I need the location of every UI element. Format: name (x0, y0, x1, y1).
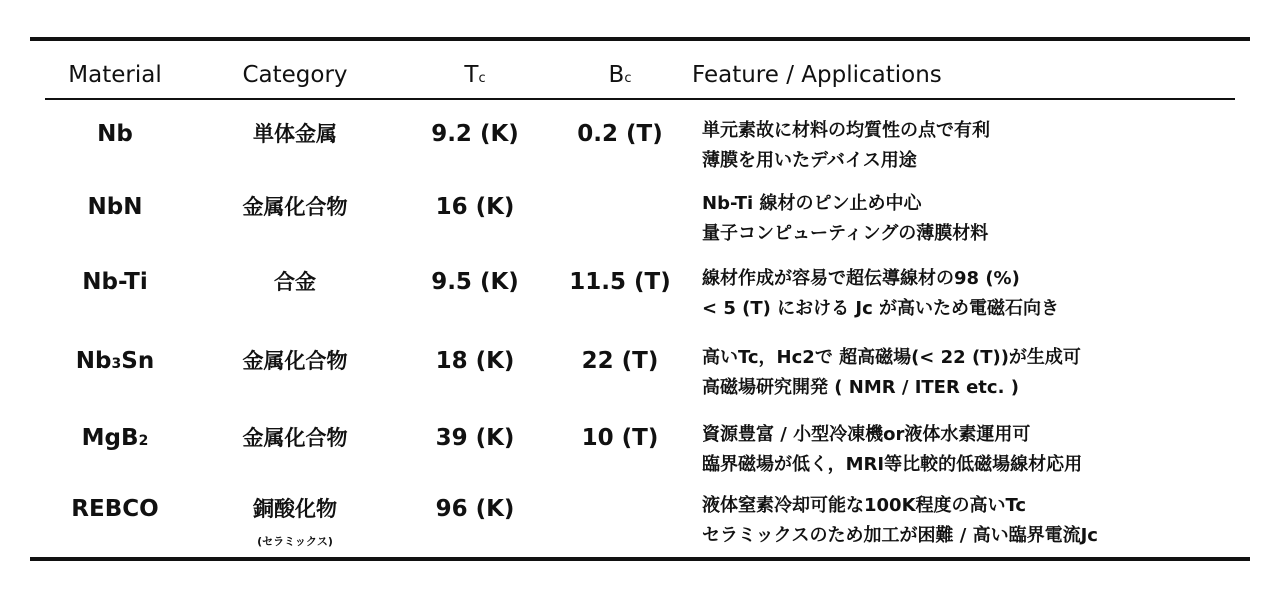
bc-cell: 0.2 (T) (577, 121, 663, 147)
feature-line: 単元素故に材料の均質性の点で有利 (702, 120, 990, 141)
bc-cell: 22 (T) (581, 348, 659, 374)
category-note: (セラミックス) (257, 535, 333, 548)
header-bc (545, 64, 695, 87)
header-feature: Feature / Applications (692, 62, 942, 88)
material-name: Nb (97, 121, 133, 147)
feature-line: セラミックスのため加工が困難 / 高い臨界電流Jc (702, 525, 1098, 546)
tc-cell: 39 (K) (435, 425, 515, 451)
category-cell: 金属化合物 (242, 195, 348, 219)
material-name-tail: Sn (121, 348, 155, 374)
feature-cell (702, 420, 1082, 480)
feature-line: 線材作成が容易で超伝導線材の98 (%) (702, 268, 1020, 289)
feature-cell (702, 189, 988, 249)
category-cell: 単体金属 (253, 122, 337, 146)
material-cell (50, 498, 180, 521)
material-cell (50, 123, 180, 146)
table-bottom-rule (30, 557, 1250, 561)
table-top-rule (30, 37, 1250, 41)
material-cell (50, 271, 180, 294)
category-cell: 金属化合物 (242, 349, 348, 373)
header-material: Material (68, 62, 162, 88)
material-name: MgB (81, 425, 139, 451)
material-name: REBCO (71, 496, 159, 522)
tc-cell: 96 (K) (435, 496, 515, 522)
feature-line: 高磁場研究開発 ( NMR / ITER etc. ) (702, 377, 1019, 398)
header-bc-sub: c (624, 71, 632, 86)
feature-line: 資源豊富 / 小型冷凍機or液体水素運用可 (702, 424, 1031, 445)
category-cell: 銅酸化物 (253, 497, 337, 521)
feature-line: 量子コンピューティングの薄膜材料 (702, 223, 989, 244)
tc-cell: 16 (K) (435, 194, 515, 220)
bc-cell: 11.5 (T) (569, 269, 671, 295)
header-tc-main: T (464, 62, 479, 88)
material-name: Nb (75, 348, 112, 374)
category-cell: 合金 (274, 270, 316, 294)
tc-cell: 18 (K) (435, 348, 515, 374)
material-name: NbN (87, 194, 143, 220)
material-name: Nb-Ti (82, 269, 148, 295)
material-cell (50, 350, 180, 373)
feature-cell (702, 264, 1059, 324)
tc-cell: 9.5 (K) (431, 269, 519, 295)
category-cell: 金属化合物 (242, 426, 348, 450)
feature-line: Nb-Ti 線材のピン止め中心 (702, 193, 922, 214)
feature-line: < 5 (T) における Jc が高いため電磁石向き (702, 298, 1060, 319)
feature-line: 高いTc，Hc2で 超高磁場(< 22 (T))が生成可 (702, 347, 1081, 368)
feature-cell (702, 343, 1081, 403)
feature-cell (702, 116, 990, 176)
material-subscript: 3 (111, 356, 122, 372)
header-category: Category (242, 62, 348, 88)
material-cell (50, 196, 180, 219)
header-bc-main: B (608, 62, 625, 88)
feature-line: 液体窒素冷却可能な100K程度の高いTc (702, 495, 1027, 516)
feature-line: 薄膜を用いたデバイス用途 (702, 150, 917, 171)
bc-cell: 10 (T) (581, 425, 659, 451)
table-header-rule (45, 98, 1235, 100)
tc-cell: 9.2 (K) (431, 121, 519, 147)
material-cell (50, 427, 180, 450)
header-tc-sub: c (478, 71, 486, 86)
feature-cell (702, 491, 1098, 551)
material-subscript: 2 (138, 433, 149, 449)
feature-line: 臨界磁場が低く，MRI等比較的低磁場線材応用 (702, 454, 1083, 475)
header-tc (400, 64, 550, 87)
